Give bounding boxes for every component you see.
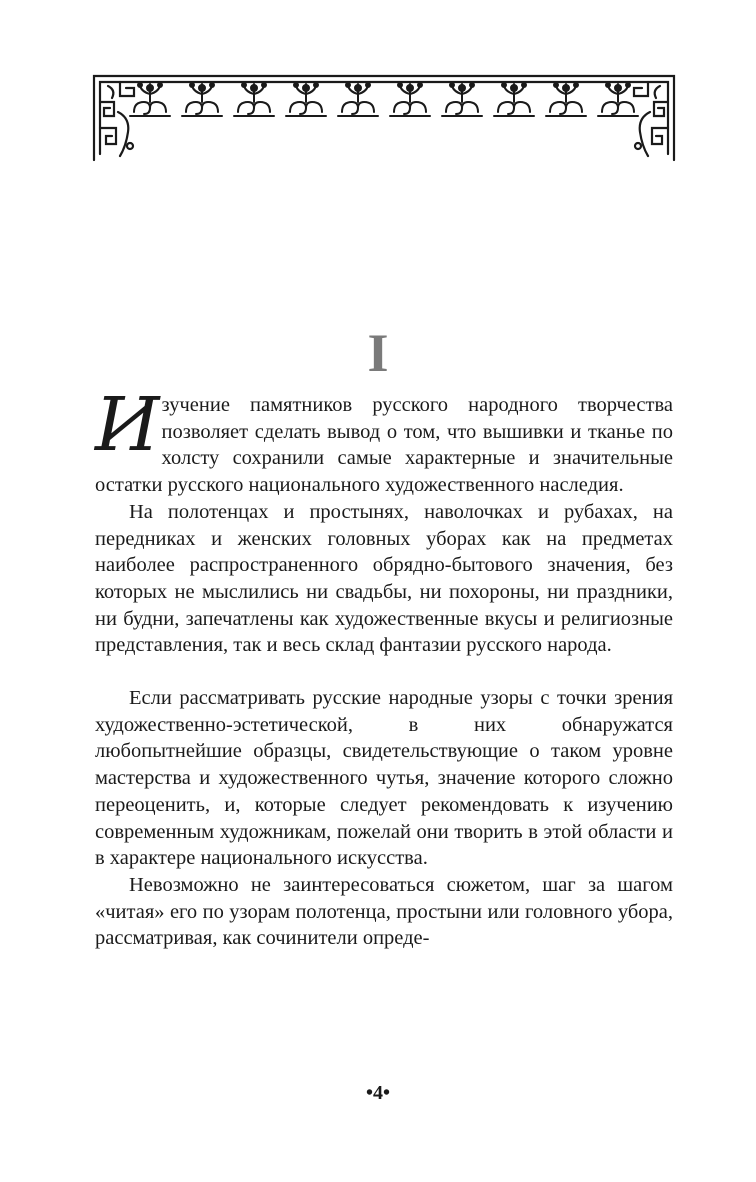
paragraph-2: На полотенцах и простынях, наволочках и рубахах, на передниках и женских головных уборах как на предметах наиболее распространенного обрядно-бытового значения, без которых не мыслились ни свадьбы, ни похороны, ни праздники, ни будни, запечатлены как художественные вкусы и религиозные представления, так и весь склад фантазии русского народа.: [95, 500, 673, 657]
decorative-header-ornament: [90, 72, 678, 164]
page-number: •4•: [365, 1082, 390, 1104]
body-text: [95, 382, 673, 952]
paragraph-1: [95, 382, 673, 499]
chapter-numeral: I: [367, 323, 389, 383]
paragraph-4: Невозможно не заинтересоваться сюжетом, шаг за шагом «читая» его по узорам полотенца, простыни или головного убора, рассматривая, как сочинители опреде-: [95, 873, 673, 950]
paragraph-3: Если рассматривать русские народные узоры с точки зрения художественно-эстетической, в них обнаружатся любопытнейшие образцы, свидетельствующие о таком уровне мастерства и художественного чутья, значение которого сложно переоценить, и, которые следует рекомендовать к изучению современным художникам, пожелай они творить в этой области и в характере национального искусства.: [95, 687, 673, 870]
paragraph-1-text: зучение памятников русского народного творчества позволяет сделать вывод о том, что вышивки и тканье по холсту сохранили самые характерные и значительные остатки русского национального художественного наследия.: [95, 394, 673, 497]
drop-cap: И: [95, 382, 160, 468]
